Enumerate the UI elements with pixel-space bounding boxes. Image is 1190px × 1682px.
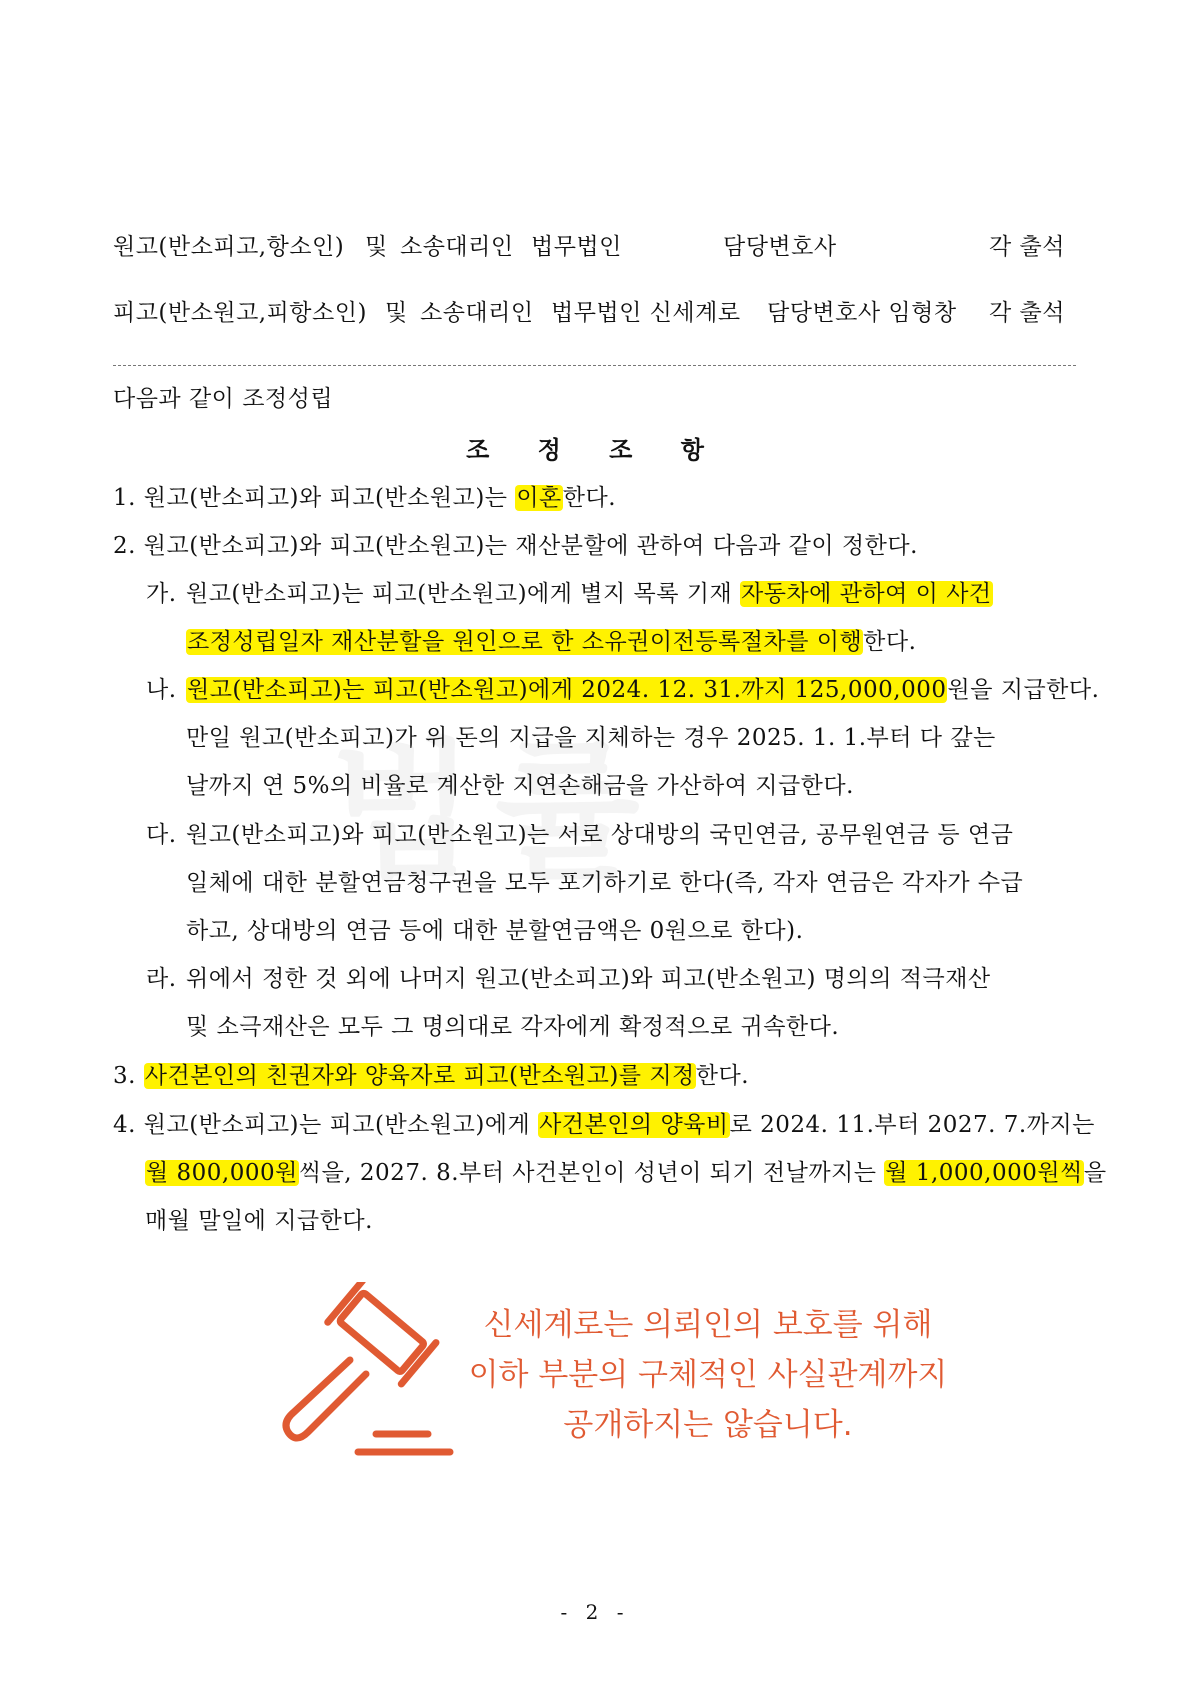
clause-number: 2. xyxy=(113,533,136,559)
clause-text: 로 2024. 11.부터 2027. 7.까지는 xyxy=(729,1112,1095,1138)
firm: 법무법인 xyxy=(531,234,622,260)
rep: 소송대리인 xyxy=(400,234,514,260)
clause-2c-line2: 일체에 대한 분할연금청구권을 모두 포기하기로 한다(즉, 각자 연금은 각자가 수급 xyxy=(186,870,1024,896)
highlight: 이혼 xyxy=(516,485,562,511)
highlight: 원고(반소피고)는 피고(반소원고)에게 2024. 12. 31.까지 125,000,000 xyxy=(187,677,947,703)
firm: 법무법인 신세계로 xyxy=(551,300,741,326)
connector: 및 xyxy=(365,234,388,260)
clause-2b-line1 xyxy=(186,675,1099,705)
clause-text: 원고(반소피고)와 피고(반소원고)는 재산분할에 관하여 다음과 같이 정한다. xyxy=(143,533,918,559)
clause-number: 4. xyxy=(113,1112,136,1138)
clause-2c-line1: 원고(반소피고)와 피고(반소원고)는 서로 상대방의 국민연금, 공무원연금 등 연금 xyxy=(186,822,1014,848)
lawyer: 담당변호사 임형창 xyxy=(767,300,957,326)
clause-text: 을 xyxy=(1083,1160,1107,1186)
rep: 소송대리인 xyxy=(420,300,534,326)
lawyer: 담당변호사 xyxy=(723,234,837,260)
clause-1 xyxy=(113,483,616,513)
clause-2a-line1 xyxy=(186,579,993,609)
gavel-icon xyxy=(278,1282,468,1462)
clause-2a-mark: 가. xyxy=(146,581,177,607)
clause-4-line1 xyxy=(113,1110,1095,1140)
clause-2d-mark: 라. xyxy=(146,966,177,992)
clause-text: 씩을, 2027. 8.부터 사건본인이 성년이 되기 전날까지는 xyxy=(298,1160,877,1186)
connector: 및 xyxy=(385,300,408,326)
clause-2c-line3: 하고, 상대방의 연금 등에 대한 분할연금액은 0원으로 한다). xyxy=(186,918,804,944)
section-title: 조 정 조 항 xyxy=(466,435,724,464)
highlight: 사건본인의 양육비 xyxy=(539,1112,729,1138)
clause-2b-mark: 나. xyxy=(146,677,177,703)
clause-4-line2 xyxy=(145,1158,1107,1188)
clause-text: 원고(반소피고)는 피고(반소원고)에게 xyxy=(143,1112,531,1138)
clause-2d-line1: 위에서 정한 것 외에 나머지 원고(반소피고)와 피고(반소원고) 명의의 적극재산 xyxy=(186,966,991,992)
clause-2a-line2 xyxy=(186,627,916,657)
status: 각 출석 xyxy=(989,300,1065,326)
clause-2d-line2: 및 소극재산은 모두 그 명의대로 각자에게 확정적으로 귀속한다. xyxy=(186,1014,840,1040)
highlight: 월 800,000원 xyxy=(146,1160,298,1186)
clause-text: 원을 지급한다. xyxy=(947,677,1100,703)
clause-number: 3. xyxy=(113,1063,136,1089)
notice xyxy=(448,1300,968,1450)
notice-line3: 공개하지는 않습니다. xyxy=(563,1407,853,1443)
clause-2b-line2: 만일 원고(반소피고)가 위 돈의 지급을 지체하는 경우 2025. 1. 1.부터 다 갚는 xyxy=(186,725,996,751)
clause-4-line3: 매월 말일에 지급한다. xyxy=(145,1208,373,1234)
clause-number: 1. xyxy=(113,485,136,511)
highlight: 조정성립일자 재산분할을 원인으로 한 소유권이전등록절차를 이행 xyxy=(187,629,863,655)
divider xyxy=(113,365,1076,366)
clause-text: 한다. xyxy=(695,1063,750,1089)
clause-2 xyxy=(113,531,918,561)
clause-2b-line3: 날까지 연 5%의 비율로 계산한 지연손해금을 가산하여 지급한다. xyxy=(186,773,854,799)
highlight: 자동차에 관하여 이 사건 xyxy=(741,581,992,607)
clause-text: 원고(반소피고)는 피고(반소원고)에게 별지 목록 기재 xyxy=(186,581,733,607)
clause-text: 한다. xyxy=(562,485,617,511)
status: 각 출석 xyxy=(989,234,1065,260)
clause-3 xyxy=(113,1061,749,1091)
highlight: 사건본인의 친권자와 양육자로 피고(반소원고)를 지정 xyxy=(144,1063,695,1089)
notice-line1: 신세계로는 의뢰인의 보호를 위해 xyxy=(483,1307,933,1343)
highlight: 월 1,000,000원씩 xyxy=(885,1160,1083,1186)
clause-text: 원고(반소피고)와 피고(반소원고)는 xyxy=(143,485,508,511)
intro-text: 다음과 같이 조정성립 xyxy=(113,386,334,412)
notice-line2: 이하 부분의 구체적인 사실관계까지 xyxy=(468,1357,948,1393)
plaintiff-party: 원고(반소피고,항소인) xyxy=(113,234,345,260)
page-number: - 2 - xyxy=(560,1600,630,1624)
clause-text: 한다. xyxy=(863,629,917,655)
defendant-party: 피고(반소원고,피항소인) xyxy=(113,300,367,326)
clause-2c-mark: 다. xyxy=(146,822,177,848)
